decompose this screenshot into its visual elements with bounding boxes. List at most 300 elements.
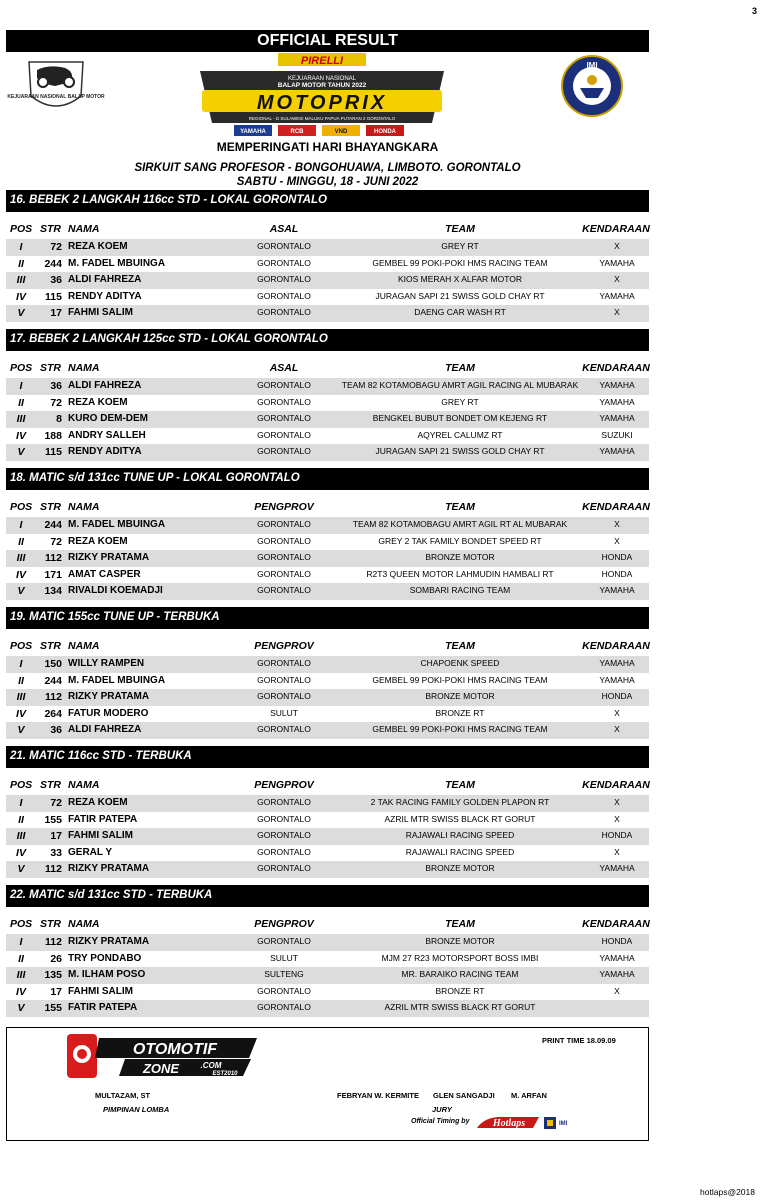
row-nama: RIVALDI KOEMADJI xyxy=(68,585,163,597)
col-origin-header: ASAL xyxy=(269,362,299,374)
row-pos: IV xyxy=(16,985,26,998)
col-pos-header: POS xyxy=(10,779,33,791)
column-header-row xyxy=(6,768,649,795)
row-kendaraan: YAMAHA xyxy=(599,658,635,668)
row-team: AZRIL MTR SWISS BLACK RT GORUT xyxy=(384,1002,536,1013)
row-str: 112 xyxy=(45,863,62,876)
row-str: 171 xyxy=(44,568,62,581)
row-team: KIOS MERAH X ALFAR MOTOR xyxy=(397,274,523,285)
table-row xyxy=(6,706,649,723)
row-team: RAJAWALI RACING SPEED xyxy=(405,846,515,857)
row-nama: FAHMI SALIM xyxy=(68,985,133,997)
row-team: JURAGAN SAPI 21 SWISS GOLD CHAY RT xyxy=(375,446,545,457)
table-row xyxy=(6,517,649,534)
col-pos-header: POS xyxy=(10,362,33,374)
row-nama: TRY PONDABO xyxy=(68,952,142,964)
row-pos: V xyxy=(17,307,25,320)
row-kendaraan: YAMAHA xyxy=(599,257,635,268)
row-kendaraan: YAMAHA xyxy=(599,969,635,980)
row-pos: IV xyxy=(16,290,26,303)
row-pos: II xyxy=(18,952,24,965)
row-origin: GORONTALO xyxy=(257,535,311,546)
row-str: 72 xyxy=(50,535,62,548)
row-pos: I xyxy=(19,241,23,253)
row-nama: AMAT CASPER xyxy=(68,568,141,580)
row-str: 244 xyxy=(44,674,62,687)
table-row xyxy=(6,534,649,551)
row-str: 112 xyxy=(45,936,62,948)
row-origin: GORONTALO xyxy=(257,658,311,668)
row-nama: M. FADEL MBUINGA xyxy=(68,674,166,686)
row-team: AZRIL MTR SWISS BLACK RT GORUT xyxy=(384,813,536,824)
row-nama: ANDRY SALLEH xyxy=(68,429,146,441)
col-pos-header: POS xyxy=(10,223,33,235)
row-team: DAENG CAR WASH RT xyxy=(414,307,506,318)
section-title: 17. BEBEK 2 LANGKAH 125cc STD - LOKAL GORONTALO xyxy=(6,329,649,351)
row-pos: III xyxy=(16,274,26,287)
row-pos: I xyxy=(19,380,23,392)
row-origin: SULUT xyxy=(270,952,298,963)
col-pos-header: POS xyxy=(10,501,33,513)
table-row xyxy=(6,812,649,829)
row-team: GREY 2 TAK FAMILY BONDET SPEED RT xyxy=(378,535,542,546)
row-team: RAJAWALI RACING SPEED xyxy=(405,830,515,841)
column-header-row xyxy=(6,629,649,656)
row-kendaraan: HONDA xyxy=(601,936,633,946)
table-row xyxy=(6,951,649,968)
row-origin: GORONTALO xyxy=(257,724,311,735)
row-team: BRONZE MOTOR xyxy=(425,552,495,563)
row-str: 112 xyxy=(45,552,62,565)
row-pos: III xyxy=(16,969,26,982)
row-team: BENGKEL BUBUT BONDET OM KEJENG RT xyxy=(372,413,548,424)
hotlaps-logo xyxy=(475,1114,541,1130)
row-pos: IV xyxy=(16,707,26,720)
result-section xyxy=(6,607,649,746)
row-str: 115 xyxy=(45,290,62,303)
event-subtitle: MEMPERINGATI HARI BHAYANGKARA xyxy=(216,140,439,154)
row-team: GEMBEL 99 POKI-POKI HMS RACING TEAM xyxy=(372,674,548,685)
col-team-header: TEAM xyxy=(445,918,475,930)
row-kendaraan: HONDA xyxy=(601,568,633,579)
row-team: 2 TAK RACING FAMILY GOLDEN PLAPON RT xyxy=(370,797,550,807)
row-pos: II xyxy=(18,813,24,826)
table-row xyxy=(6,395,649,412)
race-director-title: PIMPINAN LOMBA xyxy=(103,1105,170,1114)
col-origin-header: PENGPROV xyxy=(254,918,314,930)
svg-text:KEJUARAAN NASIONAL: KEJUARAAN NASIONAL xyxy=(287,76,357,82)
row-str: 244 xyxy=(44,519,62,531)
col-nama-header: NAMA xyxy=(68,918,100,930)
row-kendaraan: HONDA xyxy=(601,552,633,563)
col-nama-header: NAMA xyxy=(68,779,100,791)
row-team: GREY RT xyxy=(441,396,479,407)
row-origin: GORONTALO xyxy=(257,830,311,841)
row-nama: WILLY RAMPEN xyxy=(68,658,145,669)
table-row xyxy=(6,828,649,845)
page-title: OFFICIAL RESULT xyxy=(6,30,649,52)
row-pos: I xyxy=(19,797,23,809)
col-origin-header: PENGPROV xyxy=(254,779,314,791)
row-str: 115 xyxy=(45,446,62,459)
row-pos: IV xyxy=(16,568,26,581)
row-kendaraan: YAMAHA xyxy=(599,863,635,874)
row-str: 155 xyxy=(44,1002,62,1015)
svg-text:ZONE: ZONE xyxy=(142,1061,180,1076)
row-str: 244 xyxy=(44,257,62,270)
col-team-header: TEAM xyxy=(445,501,475,513)
row-kendaraan: X xyxy=(614,985,620,996)
row-pos: V xyxy=(17,863,25,876)
row-origin: GORONTALO xyxy=(257,863,311,874)
row-pos: III xyxy=(16,413,26,426)
col-origin-header: ASAL xyxy=(269,223,299,235)
table-row xyxy=(6,550,649,567)
row-pos: V xyxy=(17,1002,25,1015)
row-str: 17 xyxy=(50,985,62,998)
row-team: BRONZE RT xyxy=(435,707,485,718)
table-row xyxy=(6,656,649,673)
row-origin: GORONTALO xyxy=(257,307,311,318)
row-team: CHAPOENK SPEED xyxy=(420,658,500,668)
table-row xyxy=(6,1000,649,1017)
svg-text:HONDA: HONDA xyxy=(374,129,396,135)
result-section xyxy=(6,885,649,1024)
imi-timing-logo xyxy=(543,1115,583,1131)
row-pos: III xyxy=(16,552,26,565)
row-team: TEAM 82 KOTAMOBAGU AMRT AGIL RACING AL MUBARAK xyxy=(341,380,579,390)
row-str: 17 xyxy=(50,307,62,320)
section-title: 16. BEBEK 2 LANGKAH 116cc STD - LOKAL GORONTALO xyxy=(6,190,649,212)
svg-text:IMI: IMI xyxy=(586,61,598,70)
table-row xyxy=(6,967,649,984)
table-row xyxy=(6,272,649,289)
table-row xyxy=(6,567,649,584)
section-title: 21. MATIC 116cc STD - TERBUKA xyxy=(6,746,649,768)
print-time: PRINT TIME 18.09.09 xyxy=(542,1036,616,1045)
row-pos: II xyxy=(18,674,24,687)
col-team-header: TEAM xyxy=(445,362,475,374)
col-str-header: STR xyxy=(40,362,61,374)
result-section xyxy=(6,190,649,329)
row-origin: SULTENG xyxy=(264,969,304,980)
svg-text:VND: VND xyxy=(334,129,348,135)
section-title: 18. MATIC s/d 131cc TUNE UP - LOKAL GORONTALO xyxy=(6,468,649,490)
table-row xyxy=(6,428,649,445)
row-origin: GORONTALO xyxy=(257,568,311,579)
row-kendaraan: SUZUKI xyxy=(601,429,633,440)
row-pos: V xyxy=(17,724,25,737)
row-str: 36 xyxy=(50,724,62,737)
row-str: 150 xyxy=(44,658,62,670)
row-team: BRONZE RT xyxy=(435,985,485,996)
table-row xyxy=(6,689,649,706)
row-kendaraan: X xyxy=(614,813,620,824)
row-origin: GORONTALO xyxy=(257,257,311,268)
row-str: 36 xyxy=(50,380,62,392)
table-row xyxy=(6,583,649,600)
row-kendaraan: HONDA xyxy=(601,830,633,841)
row-nama: RIZKY PRATAMA xyxy=(68,936,150,947)
col-str-header: STR xyxy=(40,918,61,930)
row-kendaraan: HONDA xyxy=(601,691,633,702)
row-origin: GORONTALO xyxy=(257,274,311,285)
row-nama: M. ILHAM POSO xyxy=(68,969,146,981)
table-row xyxy=(6,256,649,273)
row-str: 33 xyxy=(50,846,62,859)
row-origin: GORONTALO xyxy=(257,674,311,685)
row-kendaraan: X xyxy=(614,846,620,857)
row-kendaraan: X xyxy=(614,307,620,318)
row-kendaraan: X xyxy=(614,724,620,735)
row-kendaraan: X xyxy=(614,241,620,251)
row-origin: GORONTALO xyxy=(257,813,311,824)
otomotifzone-logo xyxy=(65,1032,261,1080)
kejurnas-logo xyxy=(7,56,105,116)
row-nama: FAHMI SALIM xyxy=(68,830,133,842)
row-pos: I xyxy=(19,519,23,531)
row-str: 155 xyxy=(44,813,62,826)
row-origin: GORONTALO xyxy=(257,797,311,807)
jury-1: FEBRYAN W. KERMITE xyxy=(337,1091,419,1100)
row-str: 26 xyxy=(50,952,62,965)
row-nama: RENDY ADITYA xyxy=(68,290,142,302)
event-venue: SIRKUIT SANG PROFESOR - BONGOHUAWA, LIMBOTO. GORONTALO xyxy=(134,162,521,174)
row-str: 72 xyxy=(50,396,62,409)
row-nama: ALDI FAHREZA xyxy=(68,380,142,391)
svg-text:YAMAHA: YAMAHA xyxy=(240,129,266,135)
row-pos: V xyxy=(17,585,25,598)
table-row xyxy=(6,722,649,739)
table-row xyxy=(6,673,649,690)
col-nama-header: NAMA xyxy=(68,640,100,652)
row-kendaraan: YAMAHA xyxy=(599,413,635,424)
row-pos: II xyxy=(18,535,24,548)
svg-text:Hotlaps: Hotlaps xyxy=(492,1118,526,1129)
row-nama: KURO DEM-DEM xyxy=(68,413,148,425)
svg-text:EST2010: EST2010 xyxy=(212,1071,238,1077)
col-team-header: TEAM xyxy=(445,223,475,235)
col-kendaraan-header: KENDARAAN xyxy=(582,640,650,652)
row-origin: GORONTALO xyxy=(257,1002,311,1013)
row-team: SOMBARI RACING TEAM xyxy=(409,585,511,596)
table-row xyxy=(6,444,649,461)
col-pos-header: POS xyxy=(10,918,33,930)
row-origin: GORONTALO xyxy=(257,290,311,301)
row-kendaraan: YAMAHA xyxy=(599,674,635,685)
row-kendaraan: YAMAHA xyxy=(599,952,635,963)
col-kendaraan-header: KENDARAAN xyxy=(582,223,650,235)
row-origin: GORONTALO xyxy=(257,429,311,440)
row-nama: REZA KOEM xyxy=(68,396,128,408)
row-nama: ALDI FAHREZA xyxy=(68,724,142,736)
row-origin: GORONTALO xyxy=(257,552,311,563)
table-row xyxy=(6,934,649,951)
footer-box xyxy=(6,1027,649,1141)
row-nama: RIZKY PRATAMA xyxy=(68,552,150,564)
event-date: SABTU - MINGGU, 18 - JUNI 2022 xyxy=(236,176,419,188)
col-kendaraan-header: KENDARAAN xyxy=(582,362,650,374)
row-origin: GORONTALO xyxy=(257,380,311,390)
col-pos-header: POS xyxy=(10,640,33,652)
col-kendaraan-header: KENDARAAN xyxy=(582,918,650,930)
row-nama: REZA KOEM xyxy=(68,535,128,547)
row-nama: M. FADEL MBUINGA xyxy=(68,257,166,269)
svg-text:BALAP MOTOR TAHUN 2022: BALAP MOTOR TAHUN 2022 xyxy=(277,82,367,89)
row-kendaraan: X xyxy=(614,519,620,529)
jury-title: JURY xyxy=(432,1105,452,1114)
table-row xyxy=(6,795,649,812)
section-title: 22. MATIC s/d 131cc STD - TERBUKA xyxy=(6,885,649,907)
jury-2: GLEN SANGADJI xyxy=(433,1091,495,1100)
row-str: 188 xyxy=(44,429,62,442)
svg-text:PIRELLI: PIRELLI xyxy=(300,55,344,67)
svg-text:REGIONAL - D SULAWESI MALUKU P: REGIONAL - D SULAWESI MALUKU PAPUA PUTARAN 2 GORONTALO xyxy=(248,116,396,121)
col-str-header: STR xyxy=(40,779,61,791)
row-origin: GORONTALO xyxy=(257,585,311,596)
col-str-header: STR xyxy=(40,640,61,652)
row-team: BRONZE MOTOR xyxy=(425,691,495,702)
result-section xyxy=(6,746,649,885)
row-kendaraan: YAMAHA xyxy=(599,396,635,407)
row-str: 17 xyxy=(50,830,62,843)
row-team: AQYREL CALUMZ RT xyxy=(417,429,503,440)
svg-text:IMI: IMI xyxy=(559,1121,568,1127)
row-origin: GORONTALO xyxy=(257,446,311,457)
row-kendaraan: YAMAHA xyxy=(599,380,635,390)
row-nama: M. FADEL MBUINGA xyxy=(68,519,166,530)
col-nama-header: NAMA xyxy=(68,223,100,235)
table-row xyxy=(6,984,649,1001)
table-row xyxy=(6,305,649,322)
row-origin: GORONTALO xyxy=(257,846,311,857)
race-director-name: MULTAZAM, ST xyxy=(95,1091,151,1100)
row-kendaraan: X xyxy=(614,535,620,546)
row-team: R2T3 QUEEN MOTOR LAHMUDIN HAMBALI RT xyxy=(366,568,554,579)
row-str: 72 xyxy=(50,797,62,809)
row-str: 264 xyxy=(44,707,62,720)
col-team-header: TEAM xyxy=(445,779,475,791)
table-row xyxy=(6,845,649,862)
column-header-row xyxy=(6,490,649,517)
imi-logo xyxy=(560,54,624,118)
column-header-row xyxy=(6,351,649,378)
row-team: TEAM 82 KOTAMOBAGU AMRT AGIL RT AL MUBARAK xyxy=(352,519,568,529)
col-nama-header: NAMA xyxy=(68,362,100,374)
row-nama: FATIR PATEPA xyxy=(68,813,138,825)
row-origin: GORONTALO xyxy=(257,241,311,251)
row-kendaraan: YAMAHA xyxy=(599,290,635,301)
page-number: 3 xyxy=(751,6,757,16)
col-team-header: TEAM xyxy=(445,640,475,652)
row-pos: V xyxy=(17,446,25,459)
row-kendaraan: X xyxy=(614,797,620,807)
table-row xyxy=(6,239,649,256)
table-row xyxy=(6,861,649,878)
row-kendaraan: X xyxy=(614,707,620,718)
col-str-header: STR xyxy=(40,223,61,235)
svg-text:.COM: .COM xyxy=(200,1061,222,1070)
result-section xyxy=(6,329,649,468)
col-kendaraan-header: KENDARAAN xyxy=(582,501,650,513)
timing-label: Official Timing by xyxy=(411,1118,470,1125)
row-team: GEMBEL 99 POKI-POKI HMS RACING TEAM xyxy=(372,724,548,735)
row-nama: FATIR PATEPA xyxy=(68,1002,138,1014)
svg-text:OTOMOTIF: OTOMOTIF xyxy=(132,1041,218,1058)
row-pos: III xyxy=(16,830,26,843)
row-pos: I xyxy=(19,658,23,670)
row-nama: ALDI FAHREZA xyxy=(68,274,142,286)
row-pos: III xyxy=(16,691,26,704)
row-str: 8 xyxy=(56,413,62,426)
row-team: JURAGAN SAPI 21 SWISS GOLD CHAY RT xyxy=(375,290,545,301)
row-pos: IV xyxy=(16,846,26,859)
row-pos: II xyxy=(18,396,24,409)
row-origin: GORONTALO xyxy=(257,985,311,996)
row-nama: REZA KOEM xyxy=(68,241,128,252)
row-team: GEMBEL 99 POKI-POKI HMS RACING TEAM xyxy=(372,257,548,268)
row-origin: GORONTALO xyxy=(257,691,311,702)
row-team: MR. BARAIKO RACING TEAM xyxy=(401,969,519,980)
row-origin: GORONTALO xyxy=(257,519,311,529)
col-origin-header: PENGPROV xyxy=(254,640,314,652)
row-str: 134 xyxy=(44,585,62,598)
results-sections xyxy=(6,190,649,1024)
row-origin: SULUT xyxy=(270,707,298,718)
row-team: BRONZE MOTOR xyxy=(425,863,495,874)
row-nama: REZA KOEM xyxy=(68,797,128,808)
row-str: 135 xyxy=(44,969,62,982)
table-row xyxy=(6,378,649,395)
result-section xyxy=(6,468,649,607)
table-row xyxy=(6,289,649,306)
row-pos: I xyxy=(19,936,23,948)
row-nama: RIZKY PRATAMA xyxy=(68,863,150,875)
motoprix-logo xyxy=(192,53,452,137)
row-pos: IV xyxy=(16,429,26,442)
row-pos: II xyxy=(18,257,24,270)
row-kendaraan: YAMAHA xyxy=(599,585,635,596)
jury-3: M. ARFAN xyxy=(511,1091,547,1100)
row-origin: GORONTALO xyxy=(257,936,311,946)
row-str: 36 xyxy=(50,274,62,287)
column-header-row xyxy=(6,907,649,934)
row-str: 112 xyxy=(45,691,62,704)
col-nama-header: NAMA xyxy=(68,501,100,513)
row-origin: GORONTALO xyxy=(257,413,311,424)
row-origin: GORONTALO xyxy=(257,396,311,407)
section-title: 19. MATIC 155cc TUNE UP - TERBUKA xyxy=(6,607,649,629)
col-origin-header: PENGPROV xyxy=(254,501,314,513)
row-nama: FAHMI SALIM xyxy=(68,307,133,319)
row-str: 72 xyxy=(50,241,62,253)
svg-text:MOTOPRIX: MOTOPRIX xyxy=(256,92,388,114)
column-header-row xyxy=(6,212,649,239)
svg-text:KEJUARAAN NASIONAL BALAP MOTOR: KEJUARAAN NASIONAL BALAP MOTOR xyxy=(7,94,105,100)
row-kendaraan: X xyxy=(614,274,620,285)
row-nama: GERAL Y xyxy=(68,846,113,858)
row-nama: RIZKY PRATAMA xyxy=(68,691,150,703)
row-kendaraan: YAMAHA xyxy=(599,446,635,457)
col-str-header: STR xyxy=(40,501,61,513)
table-row xyxy=(6,411,649,428)
row-nama: RENDY ADITYA xyxy=(68,446,142,458)
col-kendaraan-header: KENDARAAN xyxy=(582,779,650,791)
row-team: BRONZE MOTOR xyxy=(425,936,495,946)
row-team: GREY RT xyxy=(441,241,479,251)
row-nama: FATUR MODERO xyxy=(68,707,149,719)
watermark: hotlaps@2018 xyxy=(700,1187,755,1197)
